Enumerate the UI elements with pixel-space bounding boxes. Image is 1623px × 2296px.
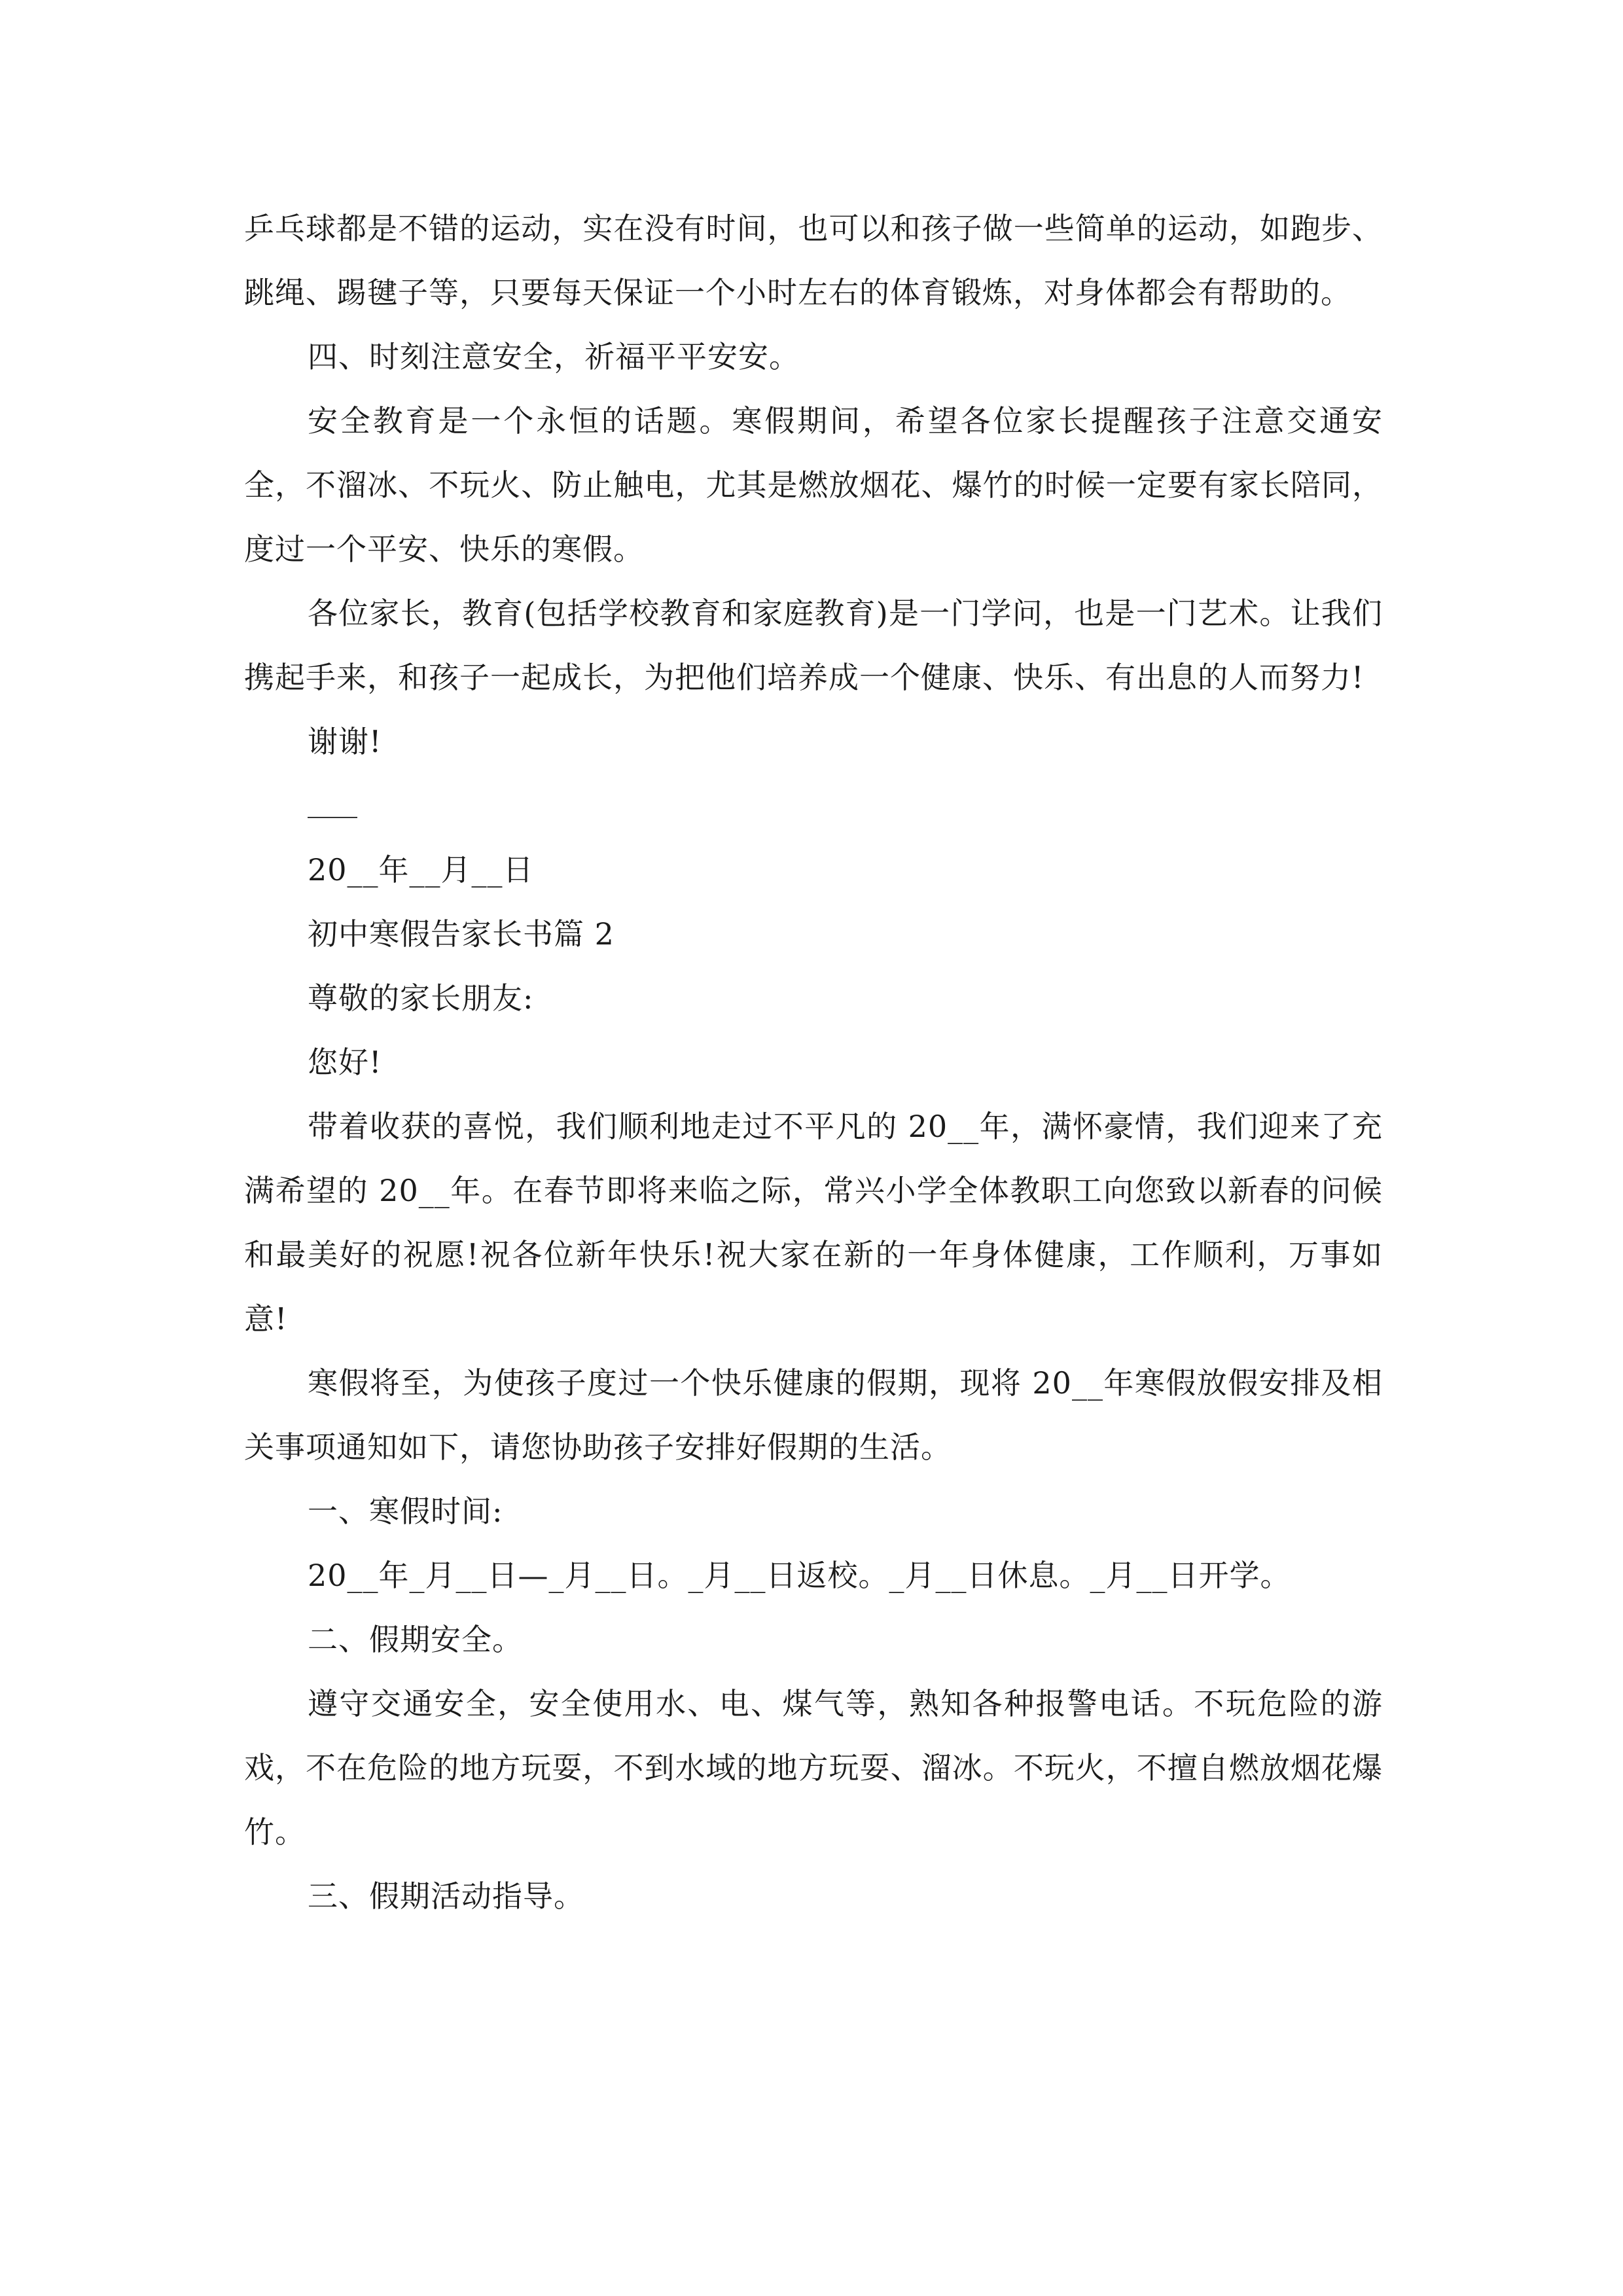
paragraph-notice-intro: 寒假将至，为使孩子度过一个快乐健康的假期，现将 20__年寒假放假安排及相关事项通知如下，请您协助孩子安排好假期的生活。 [244, 1365, 1383, 1465]
paragraph-closing: 各位家长，教育(包括学校教育和家庭教育)是一门学问，也是一门艺术。让我们携起手来，和孩子一起成长，为把他们培养成一个健康、快乐、有出息的人而努力! [244, 596, 1383, 695]
heading-holiday-safety: 二、假期安全。 [308, 1622, 523, 1657]
paragraph-new-year: 带着收获的喜悦，我们顺利地走过不平凡的 20__年，满怀豪情，我们迎来了充满希望的 20__年。在春节即将来临之际，常兴小学全体教职工向您致以新春的问候和最美好的祝愿!祝各位新年快乐!祝大家在新的一年身体健康，工作顺利，万事如意! [244, 1109, 1383, 1336]
heading-activity-guidance: 三、假期活动指导。 [308, 1878, 584, 1914]
thanks-line: 谢谢! [308, 724, 382, 759]
greeting: 您好! [308, 1045, 382, 1080]
signature-date: 20__年__月__日 [308, 852, 534, 888]
paragraph-exercise-continued: 乒乓球都是不错的运动，实在没有时间，也可以和孩子做一些简单的运动，如跑步、跳绳、踢毽子等，只要每天保证一个小时左右的体育锻炼，对身体都会有帮助的。 [244, 211, 1383, 310]
signature-line [244, 774, 1383, 838]
holiday-dates: 20__年_月__日—_月__日。_月__日返校。_月__日休息。_月__日开学。 [308, 1558, 1291, 1593]
paragraph-safety-education: 安全教育是一个永恒的话题。寒假期间，希望各位家长提醒孩子注意交通安全，不溜冰、不玩火、防止触电，尤其是燃放烟花、爆竹的时候一定要有家长陪同，度过一个平安、快乐的寒假。 [244, 403, 1383, 567]
paragraph-holiday-safety: 遵守交通安全，安全使用水、电、煤气等，熟知各种报警电话。不玩危险的游戏，不在危险的地方玩耍，不到水域的地方玩耍、溜冰。不玩火，不擅自燃放烟花爆竹。 [244, 1686, 1383, 1850]
salutation: 尊敬的家长朋友: [308, 980, 534, 1016]
heading-safety: 四、时刻注意安全，祈福平平安安。 [308, 339, 800, 374]
section-title: 初中寒假告家长书篇 2 [308, 916, 615, 952]
heading-holiday-time: 一、寒假时间: [308, 1494, 503, 1529]
document-body [244, 196, 1383, 1928]
signature-rule [308, 817, 357, 818]
